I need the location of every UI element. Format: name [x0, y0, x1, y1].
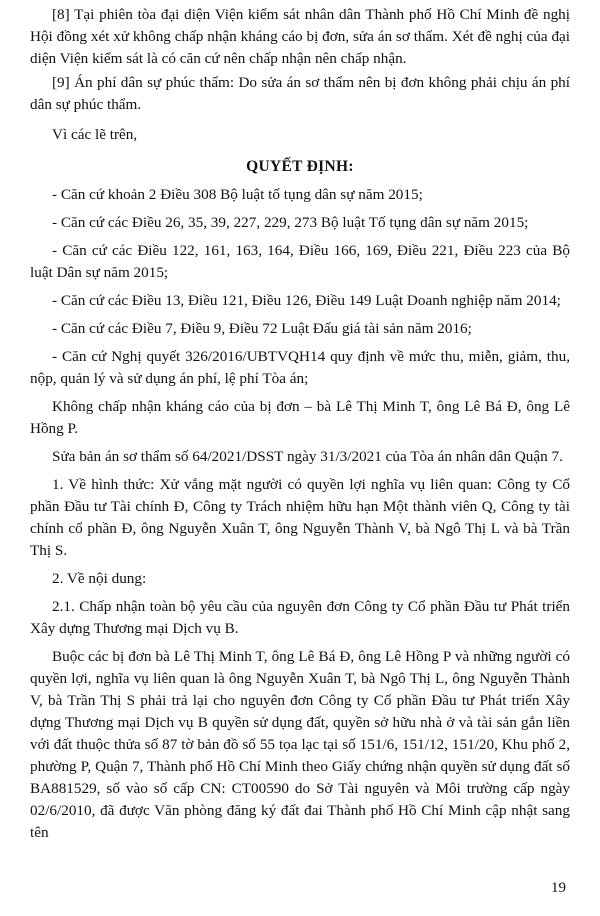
ruling-amend-judgment: Sửa bản án sơ thẩm số 64/2021/DSST ngày 31/3/2021 của Tòa án nhân dân Quận 7.: [52, 448, 563, 465]
paragraph-preamble: Vì các lẽ trên,: [52, 126, 138, 143]
ruling-content-2-1: 2.1. Chấp nhận toàn bộ yêu cầu của nguyên đơn Công ty Cổ phần Đầu tư Phát triển Xây dựng Thương mại Dịch vụ B.: [30, 598, 570, 637]
basis-item-2: - Căn cứ các Điều 26, 35, 39, 227, 229, 273 Bộ luật Tố tụng dân sự năm 2015;: [52, 214, 529, 231]
ruling-reject-appeal: Không chấp nhận kháng cáo của bị đơn – bà Lê Thị Minh T, ông Lê Bá Đ, ông Lê Hồng P.: [30, 398, 570, 437]
decision-heading: QUYẾT ĐỊNH:: [246, 158, 354, 175]
ruling-obligation: Buộc các bị đơn bà Lê Thị Minh T, ông Lê Bá Đ, ông Lê Hồng P và những người có quyền lợi, nghĩa vụ liên quan là ông Nguyễn Xuân T, bà Ngô Thị L, ông Nguyễn Thành V, bà Trần Thị S phải trả lại cho nguyên đơn Công ty Cổ phần Đầu tư Phát triển Xây dựng Thương mại Dịch vụ B quyền sử dụng đất, quyền sở hữu nhà ở và tài sản gắn liền với đất thuộc thửa số 87 tờ bản đồ số 55 tọa lạc tại số 151/6, 151/12, 151/20, Khu phố 2, phường P, Quận 7, Thành phố Hồ Chí Minh theo Giấy chứng nhận quyền sử dụng đất số BA881529, số vào số cấp CN: CT00590 do Sở Tài nguyên và Môi trường cấp ngày 02/6/2010, đã được Văn phòng đăng ký đất đai Thành phố Hồ Chí Minh cập nhật sang tên: [30, 648, 570, 841]
page-number: 19: [551, 880, 566, 896]
basis-item-5: - Căn cứ các Điều 7, Điều 9, Điều 72 Luật Đấu giá tài sản năm 2016;: [52, 320, 472, 337]
ruling-content-heading: 2. Về nội dung:: [52, 570, 147, 587]
basis-item-4: - Căn cứ các Điều 13, Điều 121, Điều 126, Điều 149 Luật Doanh nghiệp năm 2014;: [52, 292, 561, 309]
basis-item-6: - Căn cứ Nghị quyết 326/2016/UBTVQH14 quy định về mức thu, miễn, giảm, thu, nộp, quản lý và sử dụng án phí, lệ phí Tòa án;: [30, 348, 570, 387]
basis-item-3: - Căn cứ các Điều 122, 161, 163, 164, Điều 166, 169, Điều 221, Điều 223 của Bộ luật Dân sự năm 2015;: [30, 242, 570, 281]
paragraph-8: [8] Tại phiên tòa đại diện Viện kiểm sát nhân dân Thành phố Hồ Chí Minh đề nghị Hội đồng xét xử không chấp nhận kháng cáo bị đơn, sửa án sơ thẩm. Xét đề nghị của đại diện Viện kiểm sát là có căn cứ nên chấp nhận nên chấp nhận.: [30, 6, 570, 67]
ruling-form: 1. Về hình thức: Xử vắng mặt người có quyền lợi nghĩa vụ liên quan: Công ty Cổ phần Đầu tư Tài chính Đ, Công ty Trách nhiệm hữu hạn Một thành viên Q, Công ty tài chính cổ phần Đ, ông Nguyễn Xuân T, ông Nguyễn Thành V, bà Ngô Thị L và bà Trần Thị S.: [30, 476, 570, 559]
basis-item-1: - Căn cứ khoản 2 Điều 308 Bộ luật tố tụng dân sự năm 2015;: [52, 186, 423, 203]
document-page: [30, 4, 570, 850]
paragraph-9: [9] Án phí dân sự phúc thẩm: Do sửa án sơ thẩm nên bị đơn không phải chịu án phí dân sự phúc thẩm.: [30, 74, 570, 113]
